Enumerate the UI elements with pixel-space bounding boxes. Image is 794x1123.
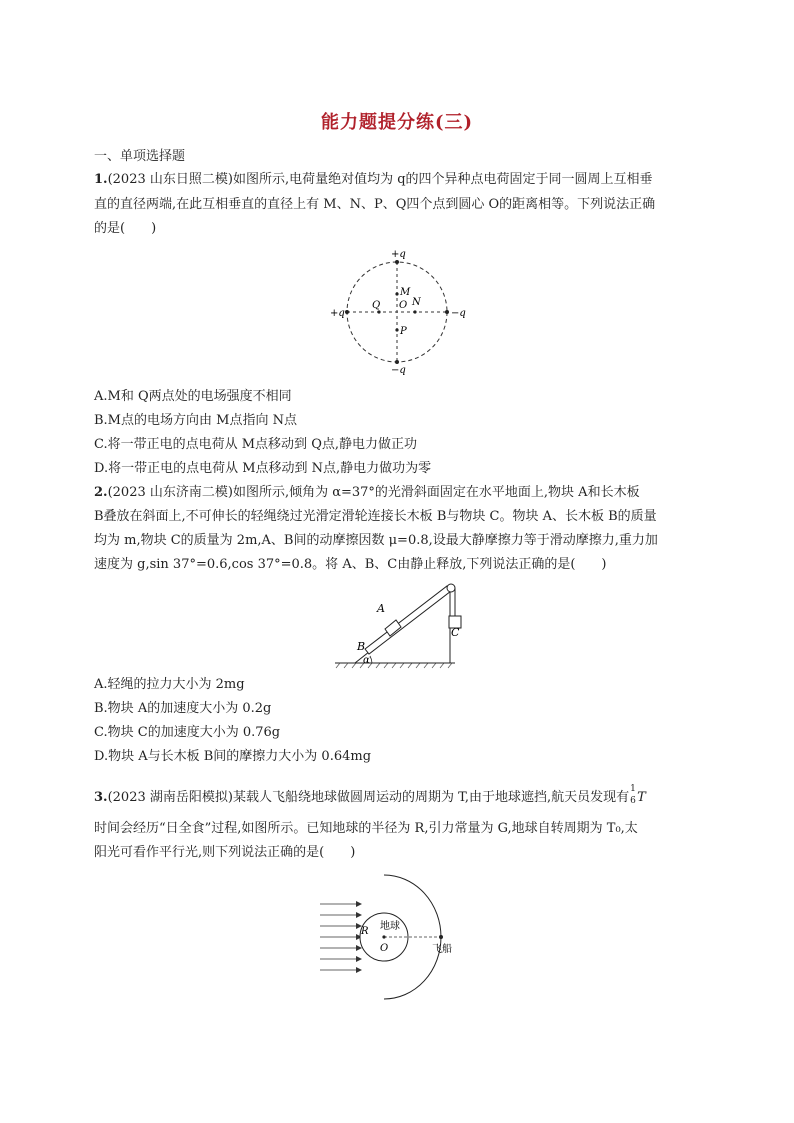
label-alpha: α — [363, 655, 370, 666]
left-charge-label: +q — [330, 308, 345, 319]
point-m-dot — [395, 292, 398, 295]
point-n-dot — [413, 310, 416, 313]
ship-dot — [439, 935, 443, 939]
label-b: B — [357, 640, 366, 653]
q1-line-1 — [94, 171, 653, 189]
point-q-label: Q — [372, 300, 381, 311]
top-charge-label: +q — [391, 249, 406, 260]
radius-label: R — [361, 926, 369, 937]
q2-text-4: 速度为 g,sin 37°=0.6,cos 37°=0.8。将 A、B、C由静止释放,下列说法正确的是( ) — [94, 557, 607, 572]
q2-line-1 — [94, 484, 640, 502]
angle-arc — [370, 656, 372, 663]
q1-option-a: A.M和 Q两点处的电场强度不相同 — [94, 389, 292, 404]
q3-number: 3. — [94, 790, 108, 805]
q1-figure — [320, 246, 470, 376]
q3-text-1: (2023 湖南岳阳模拟)某载人飞船绕地球做圆周运动的周期为 T,由于地球遮挡,航天员发现有 — [107, 790, 630, 805]
bottom-charge-dot — [395, 360, 399, 364]
point-p-dot — [395, 328, 398, 331]
fraction-t: T — [637, 790, 646, 805]
q1-option-b: B.M点的电场方向由 M点指向 N点 — [94, 413, 297, 428]
point-p-label: P — [400, 326, 407, 337]
bottom-charge-label: −q — [391, 365, 406, 376]
q1-option-c: C.将一带正电的点电荷从 M点移动到 Q点,静电力做正功 — [94, 437, 417, 452]
q1-number: 1. — [94, 172, 108, 187]
board-b — [365, 586, 451, 654]
q3-fraction — [629, 784, 646, 807]
q3-text-2: 时间会经历“日全食”过程,如图所示。已知地球的半径为 R,引力常量为 G,地球自转周期为 T₀,太 — [94, 821, 638, 836]
q3-text-3: 阳光可看作平行光,则下列说法正确的是( ) — [94, 845, 356, 860]
label-c: C — [451, 626, 460, 639]
section-heading: 一、单项选择题 — [94, 149, 186, 164]
right-charge-dot — [445, 310, 449, 314]
point-m-label: M — [400, 287, 411, 298]
point-o-label: O — [399, 300, 408, 311]
center-dot — [382, 935, 385, 938]
ground-hatch — [336, 663, 452, 668]
point-n-label: N — [412, 297, 421, 308]
right-charge-label: −q — [451, 308, 466, 319]
q1-text-1: (2023 山东日照二模)如图所示,电荷量绝对值均为 q的四个异种点电荷固定于同一圆周上互相垂 — [107, 172, 653, 187]
q3-figure — [318, 870, 453, 1000]
q2-option-b: B.物块 A的加速度大小为 0.2g — [94, 701, 272, 716]
fraction-denominator: 6 — [630, 796, 636, 806]
center-label: O — [380, 943, 389, 954]
pulley — [447, 584, 455, 592]
q2-option-a: A.轻绳的拉力大小为 2mg — [94, 677, 245, 692]
top-charge-dot — [395, 260, 399, 264]
q2-option-d: D.物块 A与长木板 B间的摩擦力大小为 0.64mg — [94, 749, 372, 764]
q2-number: 2. — [94, 485, 108, 500]
page-title: 能力题提分练(三) — [320, 112, 474, 133]
q2-figure — [330, 578, 480, 670]
sunlight-arrows — [320, 901, 362, 973]
q2-text-2: B叠放在斜面上,不可伸长的轻绳绕过光滑定滑轮连接长木板 B与物块 C。物块 A、长木板 B的质量 — [94, 509, 657, 524]
earth-label: 地球 — [380, 921, 400, 932]
q2-text-1: (2023 山东济南二模)如图所示,倾角为 α=37°的光滑斜面固定在水平地面上,物块 A和长木板 — [107, 485, 640, 500]
fraction-numerator: 1 — [630, 784, 636, 794]
left-charge-dot — [345, 310, 349, 314]
q1-text-2: 直的直径两端,在此互相垂直的直径上有 M、N、P、Q四个点到圆心 O的距离相等。下列说法正确 — [94, 197, 656, 212]
q2-option-c: C.物块 C的加速度大小为 0.76g — [94, 725, 281, 740]
q2-text-3: 均为 m,物块 C的质量为 2m,A、B间的动摩擦因数 μ=0.8,设最大静摩擦力等于滑动摩擦力,重力加 — [94, 533, 658, 548]
q3-line-1 — [94, 784, 646, 807]
q1-option-d: D.将一带正电的点电荷从 M点移动到 N点,静电力做功为零 — [94, 461, 432, 476]
label-a: A — [377, 602, 385, 615]
ship-label: 飞船 — [432, 944, 452, 955]
q1-text-3: 的是( ) — [94, 221, 157, 236]
